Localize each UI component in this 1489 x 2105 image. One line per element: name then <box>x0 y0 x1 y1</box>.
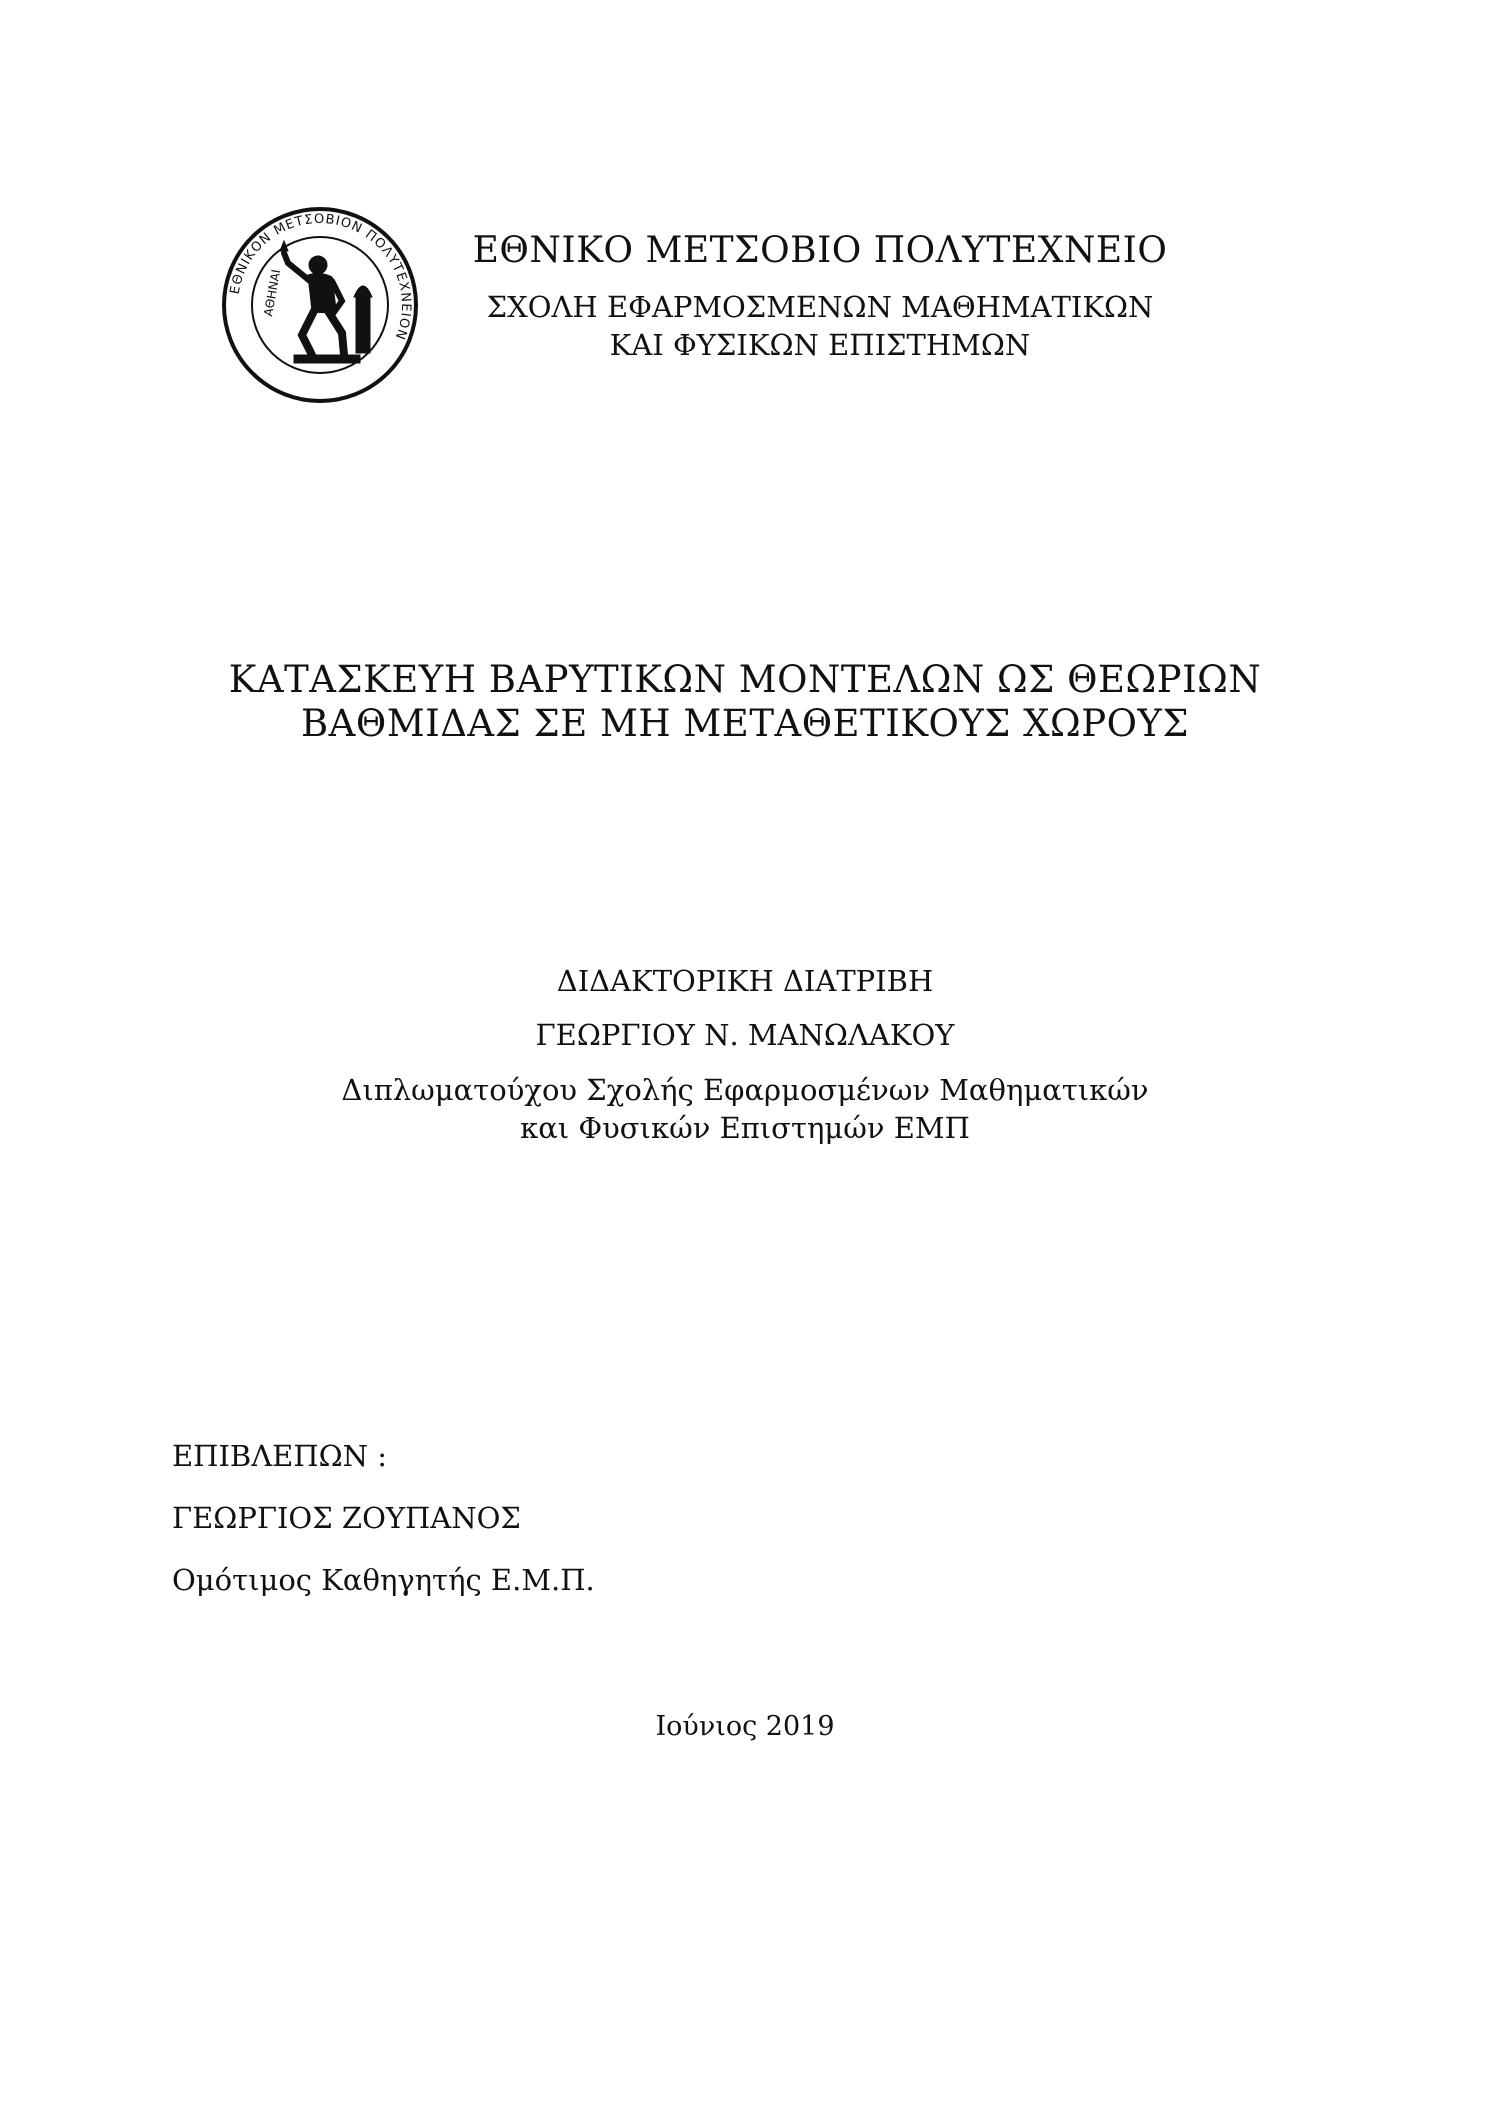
supervisor-title: Ομότιμος Καθηγητής Ε.Μ.Π. <box>172 1563 595 1597</box>
supervisor-name: ΓΕΩΡΓΙΟΣ ΖΟΥΠΑΝΟΣ <box>172 1501 521 1535</box>
supervisor-label: ΕΠΙΒΛΕΠΩΝ : <box>172 1439 388 1473</box>
institution-header <box>470 228 1170 364</box>
submission-date: Ιούνιος 2019 <box>655 1711 835 1742</box>
school-name-line-1: ΣΧΟΛΗ ΕΦΑΡΜΟΣΜΕΝΩΝ ΜΑΘΗΜΑΤΙΚΩΝ <box>486 290 1154 324</box>
thesis-type: ΔΙΔΑΚΤΟΡΙΚΗ ΔΙΑΤΡΙΒΗ <box>556 964 934 998</box>
title-line-1: ΚΑΤΑΣΚΕΥΗ ΒΑΡΥΤΙΚΩΝ ΜΟΝΤΕΛΩΝ ΩΣ ΘΕΩΡΙΩΝ <box>228 658 1262 701</box>
seal-ring-text: ΕΘΝΙΚΟΝ ΜΕΤΣΟΒΙΟΝ ΠΟΛΥΤΕΧΝΕΙΟΝ <box>227 211 414 343</box>
university-seal-icon <box>220 205 420 405</box>
author-degree-line-1: Διπλωματούχου Σχολής Εφαρμοσμένων Μαθηματικών <box>341 1073 1149 1107</box>
institution-name: ΕΘΝΙΚΟ ΜΕΤΣΟΒΙΟ ΠΟΛΥΤΕΧΝΕΙΟ <box>472 230 1168 271</box>
thesis-title <box>120 658 1370 746</box>
title-line-2: ΒΑΘΜΙΔΑΣ ΣΕ ΜΗ ΜΕΤΑΘΕΤΙΚΟΥΣ ΧΩΡΟΥΣ <box>300 702 1190 745</box>
thesis-info <box>245 963 1245 1147</box>
supervisor-info <box>172 1438 872 1624</box>
date-section <box>445 1710 1045 1744</box>
author-degree-line-2: και Φυσικών Επιστημών ΕΜΠ <box>520 1111 970 1145</box>
seal-graphic <box>220 205 420 405</box>
author-name: ΓΕΩΡΓΙΟΥ Ν. ΜΑΝΩΛΑΚΟΥ <box>535 1018 955 1052</box>
seal-side-text: ΑΘΗΝΑΙ <box>261 268 284 318</box>
school-name-line-2: ΚΑΙ ΦΥΣΙΚΩΝ ΕΠΙΣΤΗΜΩΝ <box>609 328 1031 362</box>
